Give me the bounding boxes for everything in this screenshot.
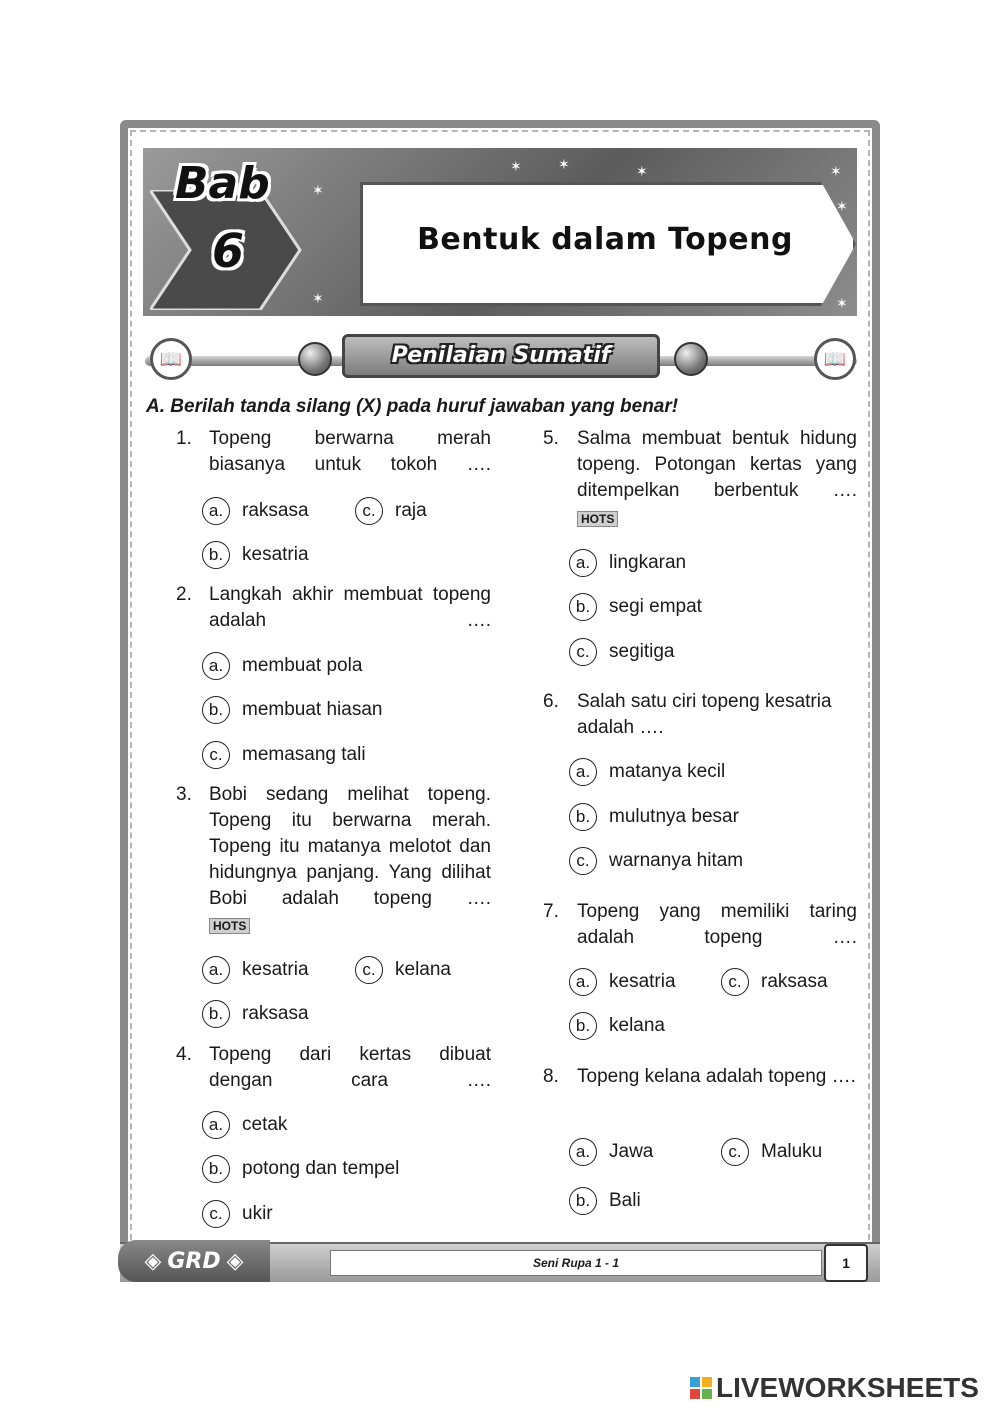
question-number: 6. [543, 691, 559, 712]
liveworksheets-logo-icon [690, 1377, 712, 1399]
question-text: Salah satu ciri topeng kesatria adalah …. [577, 691, 832, 738]
question-text: Langkah akhir membuat topeng adalah …. [209, 584, 491, 631]
option-q4-b[interactable]: b. potong dan tempel [202, 1155, 399, 1183]
page-number: 1 [824, 1244, 868, 1282]
hots-badge: HOTS [209, 918, 250, 934]
diamond-icon: ◈ [144, 1248, 162, 1274]
question-number: 8. [543, 1066, 559, 1087]
option-q3-b[interactable]: b. raksasa [202, 1000, 309, 1028]
question-number: 7. [543, 901, 559, 922]
star-icon: ✶ [312, 182, 324, 198]
chapter-title: Bentuk dalam Topeng [417, 222, 793, 257]
option-q8-a[interactable]: a. Jawa [569, 1138, 653, 1166]
question-number: 4. [176, 1044, 192, 1065]
option-q6-a[interactable]: a. matanya kecil [569, 758, 725, 786]
option-q4-a[interactable]: a. cetak [202, 1111, 287, 1139]
star-icon: ✶ [510, 158, 522, 174]
question-text: Bobi sedang melihat topeng. Topeng itu berwarna merah. Topeng itu matanya melotot dan hidungnya panjang. Yang dilihat Bobi adalah topeng …. [209, 784, 491, 909]
question-number: 1. [176, 428, 192, 449]
option-q3-c[interactable]: c. kelana [355, 956, 451, 984]
question-text: Salma membuat bentuk hidung topeng. Potongan kertas yang ditempelkan berbentuk …. [577, 428, 857, 501]
question-number: 2. [176, 584, 192, 605]
ornament-ball [298, 342, 332, 376]
option-q2-a[interactable]: a. membuat pola [202, 652, 362, 680]
option-q6-b[interactable]: b. mulutnya besar [569, 803, 739, 831]
question-text: Topeng dari kertas dibuat dengan cara …. [209, 1044, 491, 1091]
star-icon: ✶ [830, 163, 842, 179]
question-text: Topeng berwarna merah biasanya untuk tokoh …. [209, 428, 491, 475]
option-q7-c[interactable]: c. raksasa [721, 968, 828, 996]
option-q2-b[interactable]: b. membuat hiasan [202, 696, 382, 724]
chapter-word: Bab [175, 158, 270, 209]
instruction: A. Berilah tanda silang (X) pada huruf jawaban yang benar! [146, 396, 679, 417]
star-icon: ✶ [558, 156, 570, 172]
hots-badge: HOTS [577, 511, 618, 527]
ornament-ball [674, 342, 708, 376]
option-q7-a[interactable]: a. kesatria [569, 968, 676, 996]
question-number: 5. [543, 428, 559, 449]
option-q6-c[interactable]: c. warnanya hitam [569, 847, 743, 875]
question-number: 3. [176, 784, 192, 805]
question-text: Topeng kelana adalah topeng …. [577, 1066, 856, 1087]
option-q5-b[interactable]: b. segi empat [569, 593, 702, 621]
star-icon: ✶ [312, 290, 324, 306]
book-icon: 📖 [150, 338, 192, 380]
question-text: Topeng yang memiliki taring adalah topeng …. [577, 901, 857, 948]
diamond-icon: ◈ [226, 1248, 244, 1274]
option-q3-a[interactable]: a. kesatria [202, 956, 309, 984]
star-icon: ✶ [836, 198, 848, 214]
footer-subject: Seni Rupa 1 - 1 [330, 1250, 822, 1276]
option-q5-a[interactable]: a. lingkaran [569, 549, 686, 577]
option-q1-c[interactable]: c. raja [355, 497, 427, 525]
star-icon: ✶ [836, 295, 848, 311]
option-q4-c[interactable]: c. ukir [202, 1200, 273, 1228]
chapter-number: 6 [212, 224, 245, 278]
option-q7-b[interactable]: b. kelana [569, 1012, 665, 1040]
book-icon: 📖 [814, 338, 856, 380]
option-q2-c[interactable]: c. memasang tali [202, 741, 366, 769]
section-title: Penilaian Sumatif [342, 334, 660, 378]
option-q8-c[interactable]: c. Maluku [721, 1138, 822, 1166]
option-q1-b[interactable]: b. kesatria [202, 541, 309, 569]
option-q5-c[interactable]: c. segitiga [569, 638, 675, 666]
option-q1-a[interactable]: a. raksasa [202, 497, 309, 525]
option-q8-b[interactable]: b. Bali [569, 1187, 641, 1215]
star-icon: ✶ [636, 163, 648, 179]
footer-brand: ◈ GRD ◈ [118, 1240, 270, 1282]
watermark: LIVEWORKSHEETS [690, 1372, 979, 1404]
